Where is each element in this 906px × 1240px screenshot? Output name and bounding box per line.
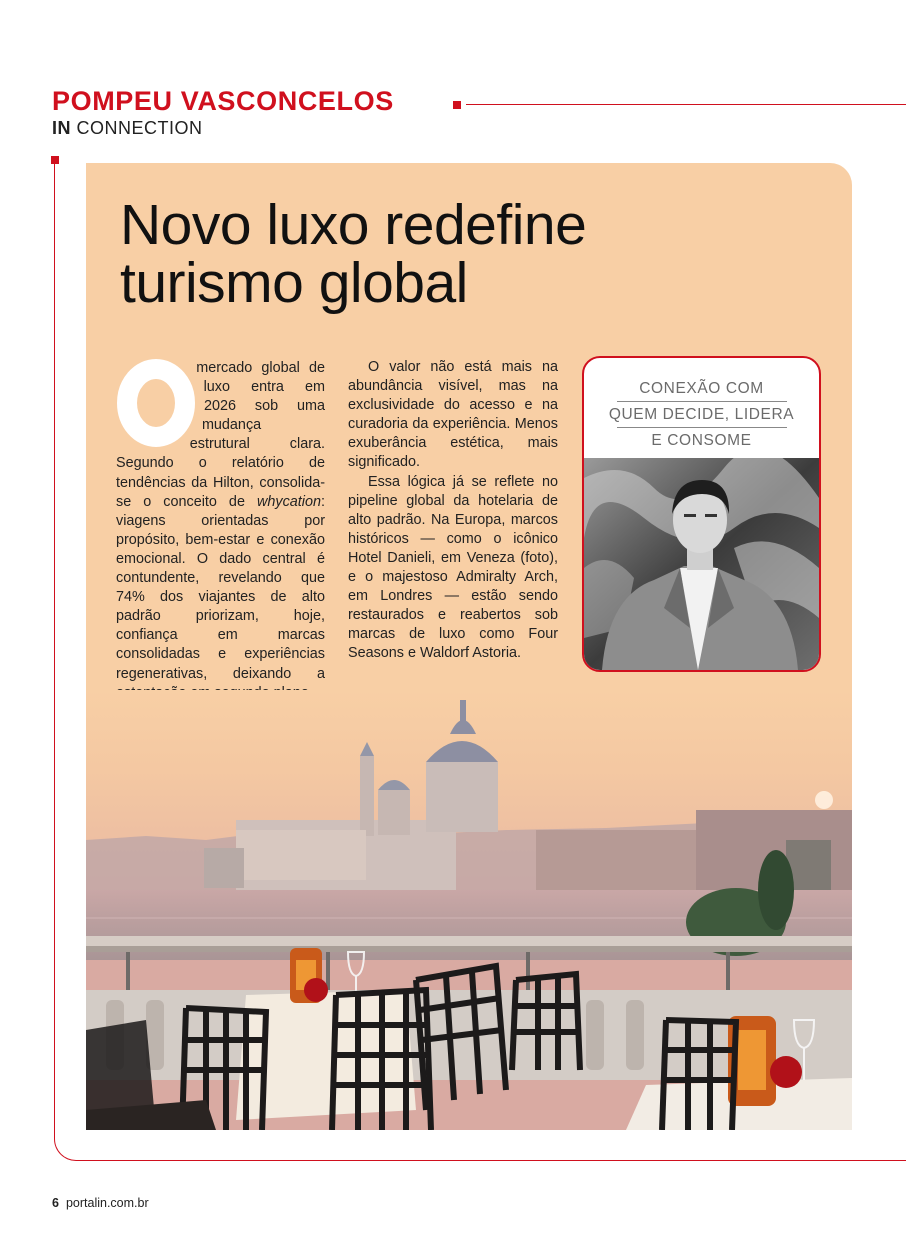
page-footer <box>52 1196 149 1210</box>
col2-paragraph-2: Essa lógica já se reflete no pipeline global da hotelaria de alto padrão. Na Europa, marcos históricos — como o icônico Hotel Danieli, em Veneza (foto), e o majestoso Admiralty Arch, em Londres — estão sendo restaurados e reabertos sob marcas de luxo como Four Seasons e Waldorf Astoria. <box>348 473 558 662</box>
tagline-line-2: QUEM DECIDE, LIDERA <box>608 406 795 423</box>
venice-terrace-photo <box>86 690 852 1130</box>
columnist-portrait <box>584 458 819 670</box>
columnist-tagline <box>584 376 819 453</box>
section-label <box>52 118 203 139</box>
article-column-1 <box>116 359 325 703</box>
headline <box>120 193 820 315</box>
col1-text-a: mercado global de luxo entra em 2026 sob uma mudança estrutural clara. Segundo o relatório de tendências da Hilton, consolida-se o conceito de <box>116 360 325 510</box>
section-name: CONNECTION <box>76 118 203 138</box>
columnist-box <box>582 356 821 672</box>
tagline-line-1: CONEXÃO COM <box>639 380 764 397</box>
headline-line-2: turismo global <box>120 251 468 315</box>
article-column-2 <box>348 358 558 664</box>
frame-square-marker <box>51 156 59 164</box>
header-rule <box>466 104 906 105</box>
footer-site: portalin.com.br <box>65 1196 149 1210</box>
col1-text-b: : viagens orientadas por propósito, bem-estar e conexão emocional. O dado central é contundente, revelando que 74% dos viajantes de alto padrão priorizam, hoje, confiança em marcas consolidadas e experiências regenerativas, deixando a <box>116 493 325 682</box>
page-number: 6 <box>52 1196 59 1210</box>
col2-paragraph-1: O valor não está mais na abundância visível, mas na exclusividade do acesso e na curadoria da experiência. Menos exuberância estética, mais significado. <box>348 359 558 471</box>
header-square-marker <box>453 101 461 109</box>
drop-cap <box>116 359 198 447</box>
headline-line-1: Novo luxo redefine <box>120 193 587 257</box>
col1-text-em: whycation <box>257 493 321 510</box>
section-prefix: IN <box>52 118 71 138</box>
columnist-name: POMPEU VASCONCELOS <box>52 86 394 116</box>
tagline-line-3: E CONSOME <box>651 432 752 449</box>
